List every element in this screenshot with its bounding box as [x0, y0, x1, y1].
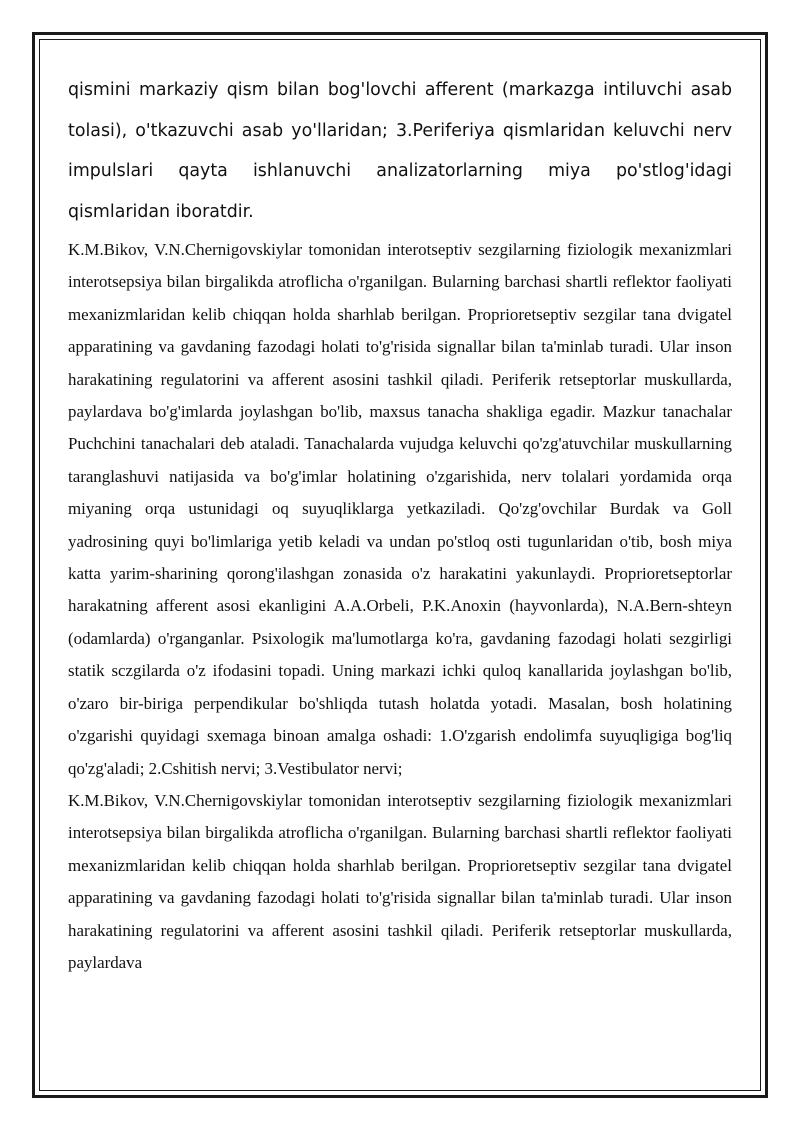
paragraph-2: K.M.Bikov, V.N.Chernigovskiylar tomonidan interotseptiv sezgilarning fiziologik mexanizmlari interotsepsiya bilan birgalikda atroflicha o'rganilgan. Bularning barchasi shartli reflektor faoliyati mexanizmlaridan kelib chiqqan holda sharhlab berilgan. Proprioretseptiv sezgilar tana dvigatel apparatining va gavdaning fazodagi holati to'g'risida signallar bilan ta'minlab turadi. Ular inson harakatining regulatorini va afferent asosini tashkil qiladi. Periferik retseptorlar muskullarda, paylardava bo'g'imlarda joylashgan bo'lib, maxsus tanacha shakliga egadir. Mazkur tanachalar Puchchini tanachalari deb ataladi. Tanachalarda vujudga keluvchi qo'zg'atuvchilar muskullarning taranglashuvi natijasida va bo'g'imlar holatining o'zgarishida, nerv tolalari yordamida orqa miyaning orqa ustunidagi oq suyuqliklarga yetkaziladi. Qo'zg'ovchilar Burdak va Goll yadrosining quyi bo'limlariga yetib keladi va undan po'stloq osti tugunlaridan o'tib, bosh miya katta yarim-sharining qorong'ilashgan zonasida o'z harakatini yakunlaydi. Proprioretseptorlar harakatning afferent asosi ekanligini A.A.Orbeli, P.K.Anoxin (hayvonlarda), N.A.Bern-shteyn (odamlarda) o'rganganlar. Psixologik ma'lumotlarga ko'ra, gavdaning fazodagi holati sezgirligi statik sczgilarda o'z ifodasini topadi. Uning markazi ichki quloq kanallarida joylashgan bo'lib, o'zaro bir-biriga perpendikular bo'shliqda tutash holatda yotadi. Masalan, bosh holatining o'zgarishi quyidagi sxemaga binoan amalga oshadi: 1.O'zgarish endolimfa suyuqligiga bog'liq qo'zg'aladi; 2.Cshitish nervi; 3.Vestibulator nervi;: [68, 240, 732, 778]
paragraph-1: qismini markaziy qism bilan bog'lovchi afferent (markazga intiluvchi asab tolasi), o'tkazuvchi asab yo'llaridan; 3.Periferiya qismlaridan keluvchi nerv impulslari qayta ishlanuvchi analizatorlarning miya po'stlog'idagi qismlaridan iboratdir.: [68, 80, 732, 222]
paragraph-3: K.M.Bikov, V.N.Chernigovskiylar tomonidan interotseptiv sezgilarning fiziologik mexanizmlari interotsepsiya bilan birgalikda atroflicha o'rganilgan. Bularning barchasi shartli reflektor faoliyati mexanizmlaridan kelib chiqqan holda sharhlab berilgan. Proprioretseptiv sezgilar tana dvigatel apparatining va gavdaning fazodagi holati to'g'risida signallar bilan ta'minlab turadi. Ular inson harakatining regulatorini va afferent asosini tashkil qiladi. Periferik retseptorlar muskullarda, paylardava: [68, 790, 732, 972]
document-body: [68, 70, 732, 979]
